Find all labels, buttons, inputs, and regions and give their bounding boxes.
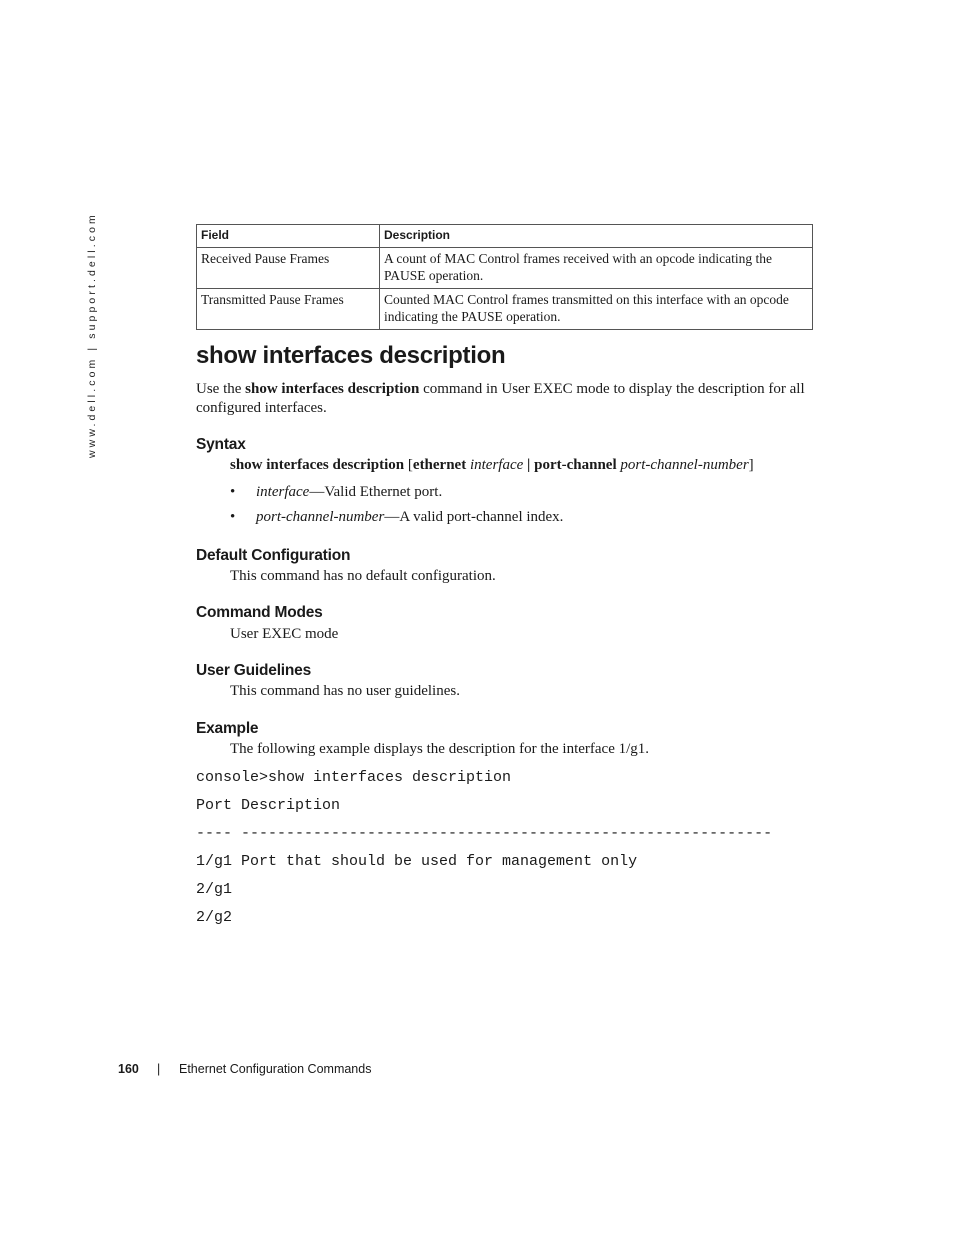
example-text: The following example displays the description for the interface 1/g1.: [230, 741, 650, 757]
intro-command: show interfaces description: [245, 381, 420, 397]
footer-separator: |: [157, 1062, 161, 1076]
command-modes-text: User EXEC mode: [230, 626, 339, 642]
syntax-port-channel-number: port-channel-number: [620, 457, 749, 473]
code-line: 1/g1 Port that should be used for management only: [196, 853, 638, 870]
code-line: ---- -----------------------------------------------------------: [196, 825, 773, 842]
example-heading: Example: [196, 720, 259, 737]
table-header: Description: [380, 225, 813, 248]
field-description-table: [196, 224, 813, 330]
user-guidelines-text: This command has no user guidelines.: [230, 683, 460, 699]
table-row: [197, 289, 813, 330]
command-modes-heading: Command Modes: [196, 604, 323, 621]
intro-pre: Use the: [196, 381, 246, 397]
table-header-row: [197, 225, 813, 248]
page-title: show interfaces description: [196, 342, 506, 369]
bullet-term: port-channel-number: [256, 509, 385, 525]
page-number: 160: [118, 1062, 139, 1076]
table-row: [197, 248, 813, 289]
syntax-heading: Syntax: [196, 436, 246, 453]
code-line: console>show interfaces description: [196, 769, 512, 786]
syntax-command: show interfaces description: [230, 457, 405, 473]
code-line: Port Description: [196, 797, 341, 814]
table-header: Field: [197, 225, 380, 248]
user-guidelines-heading: User Guidelines: [196, 662, 312, 679]
code-line: 2/g2: [196, 909, 233, 926]
syntax-pipe: |: [523, 457, 535, 473]
default-configuration-text: This command has no default configuration.: [230, 568, 496, 584]
intro-post: command in User EXEC mode to display the description for all configured interfaces.: [196, 381, 805, 416]
syntax-ethernet: ethernet: [412, 457, 467, 473]
bullet-term: interface: [256, 484, 310, 500]
bullet-icon: •: [230, 484, 236, 500]
footer-section-title: Ethernet Configuration Commands: [179, 1062, 372, 1076]
table-cell-description: Counted MAC Control frames transmitted on this interface with an opcode indicating the PAUSE operation.: [380, 289, 813, 330]
code-line: 2/g1: [196, 881, 233, 898]
table-cell-field: Received Pause Frames: [197, 248, 380, 289]
bullet-icon: •: [230, 509, 236, 525]
table-cell-field: Transmitted Pause Frames: [197, 289, 380, 330]
table-cell-description: A count of MAC Control frames received with an opcode indicating the PAUSE operation.: [380, 248, 813, 289]
syntax-open: [: [404, 457, 413, 473]
syntax-close: ]: [748, 457, 754, 473]
syntax-port-channel: port-channel: [534, 457, 617, 473]
default-configuration-heading: Default Configuration: [196, 547, 351, 564]
syntax-interface: interface: [469, 457, 524, 473]
side-url: www.dell.com | support.dell.com: [86, 212, 98, 458]
syntax-line: [230, 456, 754, 475]
intro-paragraph: [196, 380, 816, 418]
bullet-text: —A valid port-channel index.: [384, 509, 564, 525]
bullet-text: —Valid Ethernet port.: [309, 484, 443, 500]
